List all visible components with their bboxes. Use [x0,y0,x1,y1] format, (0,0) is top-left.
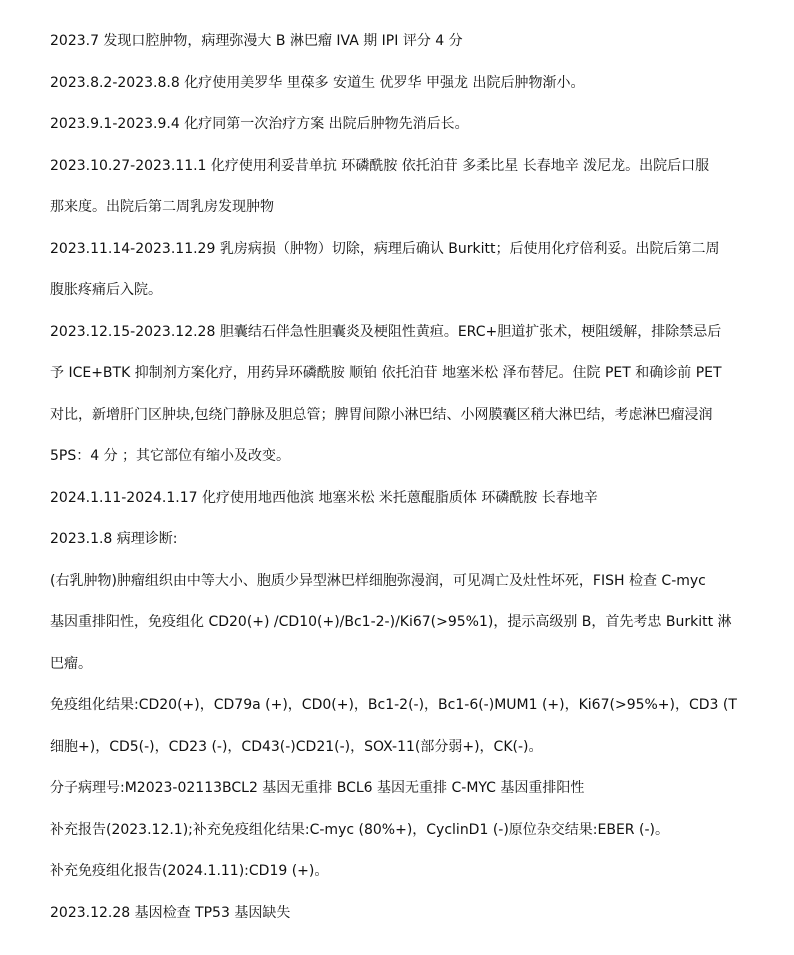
text-line: 腹胀疼痛后入院。 [50,282,162,298]
text-line: 予 ICE+BTK 抑制剂方案化疗，用药异环磷酰胺 顺铂 依托泊苷 地塞米松 泽布替尼。住院 PET 和确诊前 PET [50,365,722,381]
text-line: 2024.1.11-2024.1.17 化疗使用地西他滨 地塞米松 米托蒽醌脂质体 环磷酰胺 长春地辛 [50,490,598,506]
text-line: 2023.1.8 病理诊断: [50,531,178,547]
text-line: 2023.12.28 基因检查 TP53 基因缺失 [50,905,291,921]
text-line: 分子病理号:M2023-02113BCL2 基因无重排 BCL6 基因无重排 C-MYC 基因重排阳性 [50,780,585,796]
text-line: 2023.9.1-2023.9.4 化疗同第一次治疗方案 出院后肿物先消后长。 [50,116,469,132]
text-line: 补充免疫组化报告(2024.1.11):CD19 (+)。 [50,863,329,879]
text-line: 5PS：4 分 ；其它部位有缩小及改变。 [50,448,291,464]
text-line: 2023.10.27-2023.11.1 化疗使用利妥昔单抗 环磷酰胺 依托泊苷 多柔比星 长春地辛 泼尼龙。出院后口服 [50,158,710,174]
text-line: 2023.8.2-2023.8.8 化疗使用美罗华 里葆多 安道生 优罗华 甲强龙 出院后肿物渐小。 [50,75,585,91]
text-line: 补充报告(2023.12.1);补充免疫组化结果:C-myc (80%+)，CyclinD1 (-)原位杂交结果:EBER (-)。 [50,822,669,838]
text-line: 基因重排阳性，免疫组化 CD20(+) /CD10(+)/Bc1-2-)/Ki67(>95%1)，提示高级别 B，首先考忠 Burkitt 淋 [50,614,732,630]
text-line: 2023.11.14-2023.11.29 乳房病损（肿物）切除，病理后确认 Burkitt；后使用化疗倍利妥。出院后第二周 [50,241,720,257]
text-line: 2023.7 发现口腔肿物，病理弥漫大 B 淋巴瘤 IVA 期 IPI 评分 4 分 [50,33,463,49]
text-line: 免疫组化结果:CD20(+)，CD79a (+)，CD0(+)，Bc1-2(-)，Bc1-6(-)MUM1 (+)，Ki67(>95%+)，CD3 (T [50,697,737,713]
text-line: 巴瘤。 [50,656,92,672]
text-line: 那来度。出院后第二周乳房发现肿物 [50,199,274,215]
text-line: 细胞+)，CD5(-)，CD23 (-)，CD43(-)CD21(-)，SOX-11(部分弱+)，CK(-)。 [50,739,543,755]
text-line: 对比，新增肝门区肿块,包绕门静脉及胆总管；脾胃间隙小淋巴结、小网膜囊区稍大淋巴结，考虑淋巴瘤浸润 [50,407,713,423]
text-line: (右乳肿物)肿瘤组织由中等大小、胞质少异型淋巴样细胞弥漫润，可见凋亡及灶性坏死，FISH 检查 C-myc [50,573,706,589]
text-line: 2023.12.15-2023.12.28 胆囊结石伴急性胆囊炎及梗阻性黄疸。ERC+胆道扩张术，梗阻缓解，排除禁忌后 [50,324,722,340]
